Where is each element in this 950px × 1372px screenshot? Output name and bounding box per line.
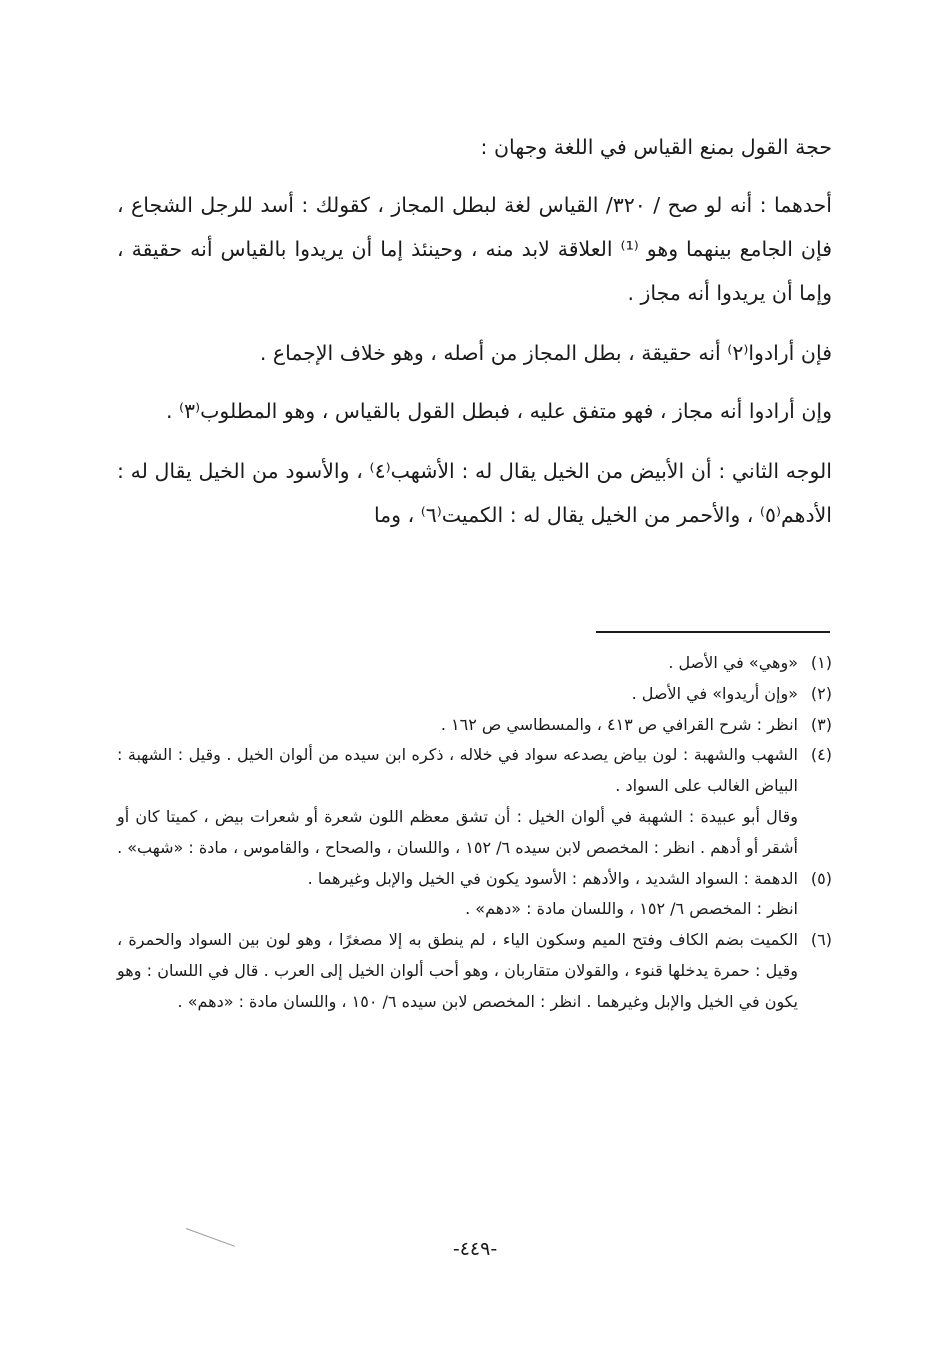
footnote-text: [117, 648, 798, 679]
footnote: [117, 648, 832, 679]
footnote: [117, 710, 832, 741]
footnote-line: انظر : المخصص ٦/ ١٥٢ ، واللسان مادة : «دهم» .: [465, 899, 798, 919]
footnote-line: «وإن أريدوا» في الأصل .: [631, 683, 798, 703]
footnote: [117, 925, 832, 1017]
footnote: [117, 864, 832, 926]
footnote-text: [117, 679, 798, 710]
footnote-text: [117, 864, 798, 926]
footnote-line: الشهب والشهبة : لون بياض يصدعه سواد في خلاله ، ذكره ابن سيده من ألوان الخيل . وقيل : الشهبة : البياض الغالب على السواد .: [117, 745, 798, 796]
footnote: [117, 679, 832, 710]
footnote-number: (٥): [810, 868, 832, 888]
footnote-line: انظر : شرح القرافي ص ٤١٣ ، والمسطاسي ص ١٦٢ .: [440, 714, 798, 734]
footnote-line: الكميت بضم الكاف وفتح الميم وسكون الياء ، لم ينطق به إلا مصغرًا ، وهو لون بين السواد والحمرة ، وقيل : حمرة يدخلها قنوء ، والقولان متقاربان ، وهو أحب ألوان الخيل إلى العرب . قال في اللسان : وهو يكون في الخيل والإبل وغيرهما . انظر : المخصص لابن سيده ٦/ ١٥٠ ، واللسان مادة : «دهم» .: [117, 930, 798, 1011]
footnote-number: (١): [810, 653, 832, 672]
page-number: -٤٤٩-: [452, 1238, 498, 1260]
footnote-number: (٣): [810, 714, 832, 734]
footnote-text: [117, 925, 798, 1017]
footnote-separator: [596, 631, 830, 633]
footnote-number: (٦): [810, 930, 832, 950]
footnotes-block: [117, 648, 832, 1018]
paragraph-if-real: فإن أرادوا⁽٢⁾ أنه حقيقة ، بطل المجاز من أصله ، وهو خلاف الإجماع .: [259, 341, 832, 365]
footnote: [117, 740, 832, 863]
footnote-line: «وهي» في الأصل .: [668, 653, 798, 672]
footnote-line: الدهمة : السواد الشديد ، والأدهم : الأسود يكون في الخيل والإبل وغيرهما .: [307, 868, 798, 888]
footnote-number: (٢): [810, 683, 832, 703]
paragraph-first-argument: أحدهما : أنه لو صح / ٣٢٠/ القياس لغة لبطل المجاز ، كقولك : أسد للرجل الشجاع ، فإن الجامع بينهما وهو ⁽¹⁾ العلاقة لابد منه ، وحينئذ إما أن يريدوا بالقياس أنه حقيقة ، وإما أن يريدوا أنه مجاز .: [117, 193, 832, 305]
footnote-text: [117, 740, 798, 863]
section-heading: حجة القول بمنع القياس في اللغة وجهان :: [480, 135, 832, 159]
paragraph-if-metaphor: وإن أرادوا أنه مجاز ، فهو متفق عليه ، فبطل القول بالقياس ، وهو المطلوب⁽٣⁾ .: [165, 399, 832, 423]
footnote-line: وقال أبو عبيدة : الشهبة في ألوان الخيل : أن تشق معظم اللون شعرة أو شعرات بيض ، كميتا كان أو أشقر أو أدهم . انظر : المخصص لابن سيده ٦/ ١٥٢ ، واللسان ، والصحاح ، والقاموس ، مادة : «شهب» .: [117, 806, 798, 857]
footnote-number: (٤): [810, 745, 832, 765]
main-text-block: [117, 125, 832, 553]
footnote-text: [117, 710, 798, 741]
paragraph-second-argument: الوجه الثاني : أن الأبيض من الخيل يقال له : الأشهب⁽٤⁾ ، والأسود من الخيل يقال له : الأدهم⁽٥⁾ ، والأحمر من الخيل يقال له : الكميت⁽٦⁾ ، وما: [117, 459, 832, 527]
